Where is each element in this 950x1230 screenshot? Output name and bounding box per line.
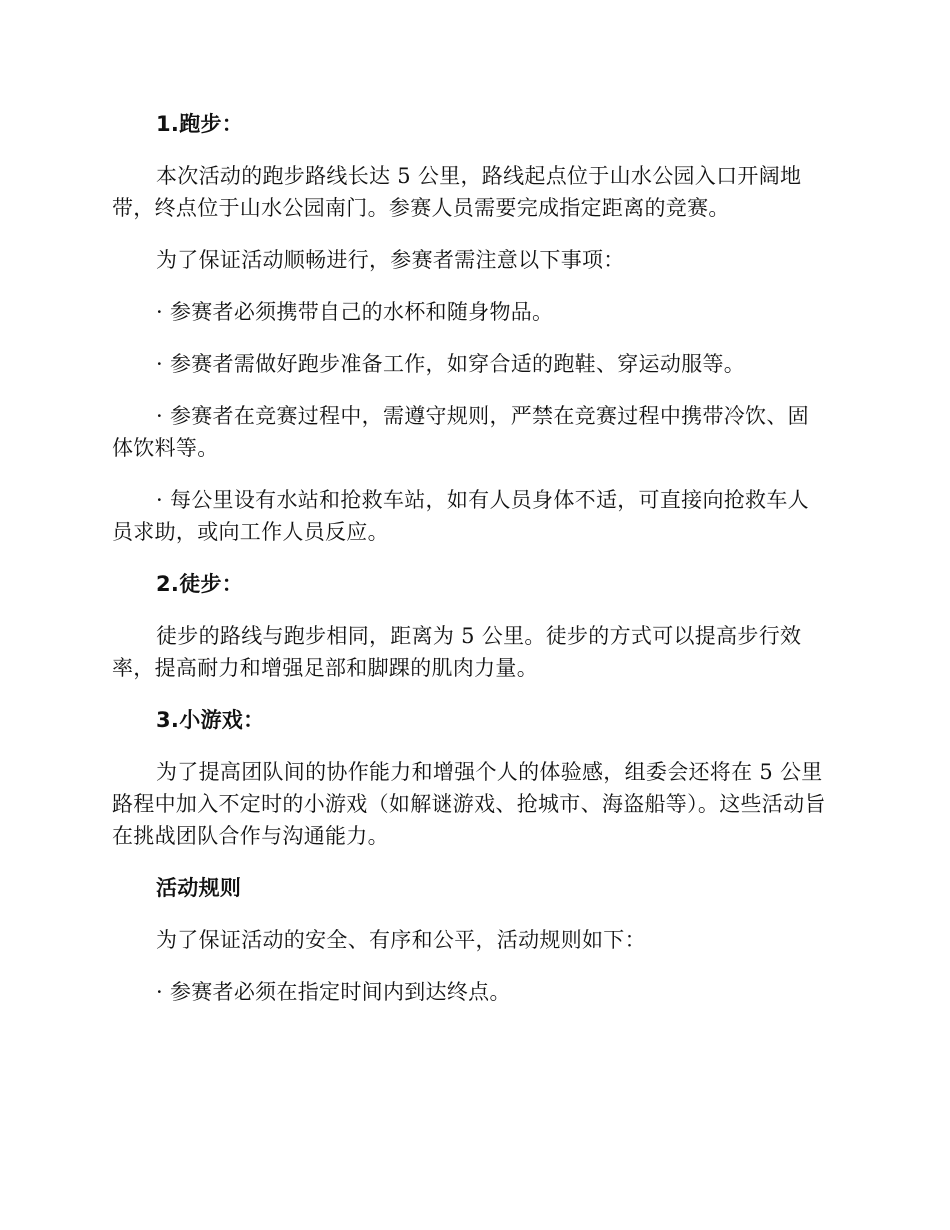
bullet-preparation: · 参赛者需做好跑步准备工作，如穿合适的跑鞋、穿运动服等。 [156, 352, 746, 376]
bullet-water-cup: · 参赛者必须携带自己的水杯和随身物品。 [156, 300, 554, 324]
paragraph-rules-intro: 为了保证活动的安全、有序和公平，活动规则如下： [156, 928, 646, 952]
paragraph-walking: 徒步的路线与跑步相同，距离为 5 公里。徒步的方式可以提高步行效率，提高耐力和增强足部和脚踝的肌肉力量。 [112, 624, 802, 680]
section-heading-running: 1.跑步： [156, 112, 244, 136]
section-heading-activity-rules: 活动规则 [156, 876, 242, 900]
paragraph-running-route: 本次活动的跑步路线长达 5 公里，路线起点位于山水公园入口开阔地带，终点位于山水公园南门。参赛人员需要完成指定距离的竞赛。 [112, 164, 802, 220]
paragraph-mini-games: 为了提高团队间的协作能力和增强个人的体验感，组委会还将在 5 公里路程中加入不定时的小游戏（如解谜游戏、抢城市、海盗船等）。这些活动旨在挑战团队合作与沟通能力。 [112, 760, 826, 848]
bullet-arrive-on-time: · 参赛者必须在指定时间内到达终点。 [156, 980, 511, 1004]
bullet-water-station: · 每公里设有水站和抢救车站，如有人员身体不适，可直接向抢救车人员求助，或向工作人员反应。 [112, 488, 809, 544]
section-heading-mini-games: 3.小游戏： [156, 708, 265, 732]
paragraph-notice-intro: 为了保证活动顺畅进行，参赛者需注意以下事项： [156, 248, 625, 272]
bullet-rules: · 参赛者在竞赛过程中，需遵守规则，严禁在竞赛过程中携带冷饮、固体饮料等。 [112, 404, 809, 460]
section-heading-walking: 2.徒步： [156, 572, 244, 596]
